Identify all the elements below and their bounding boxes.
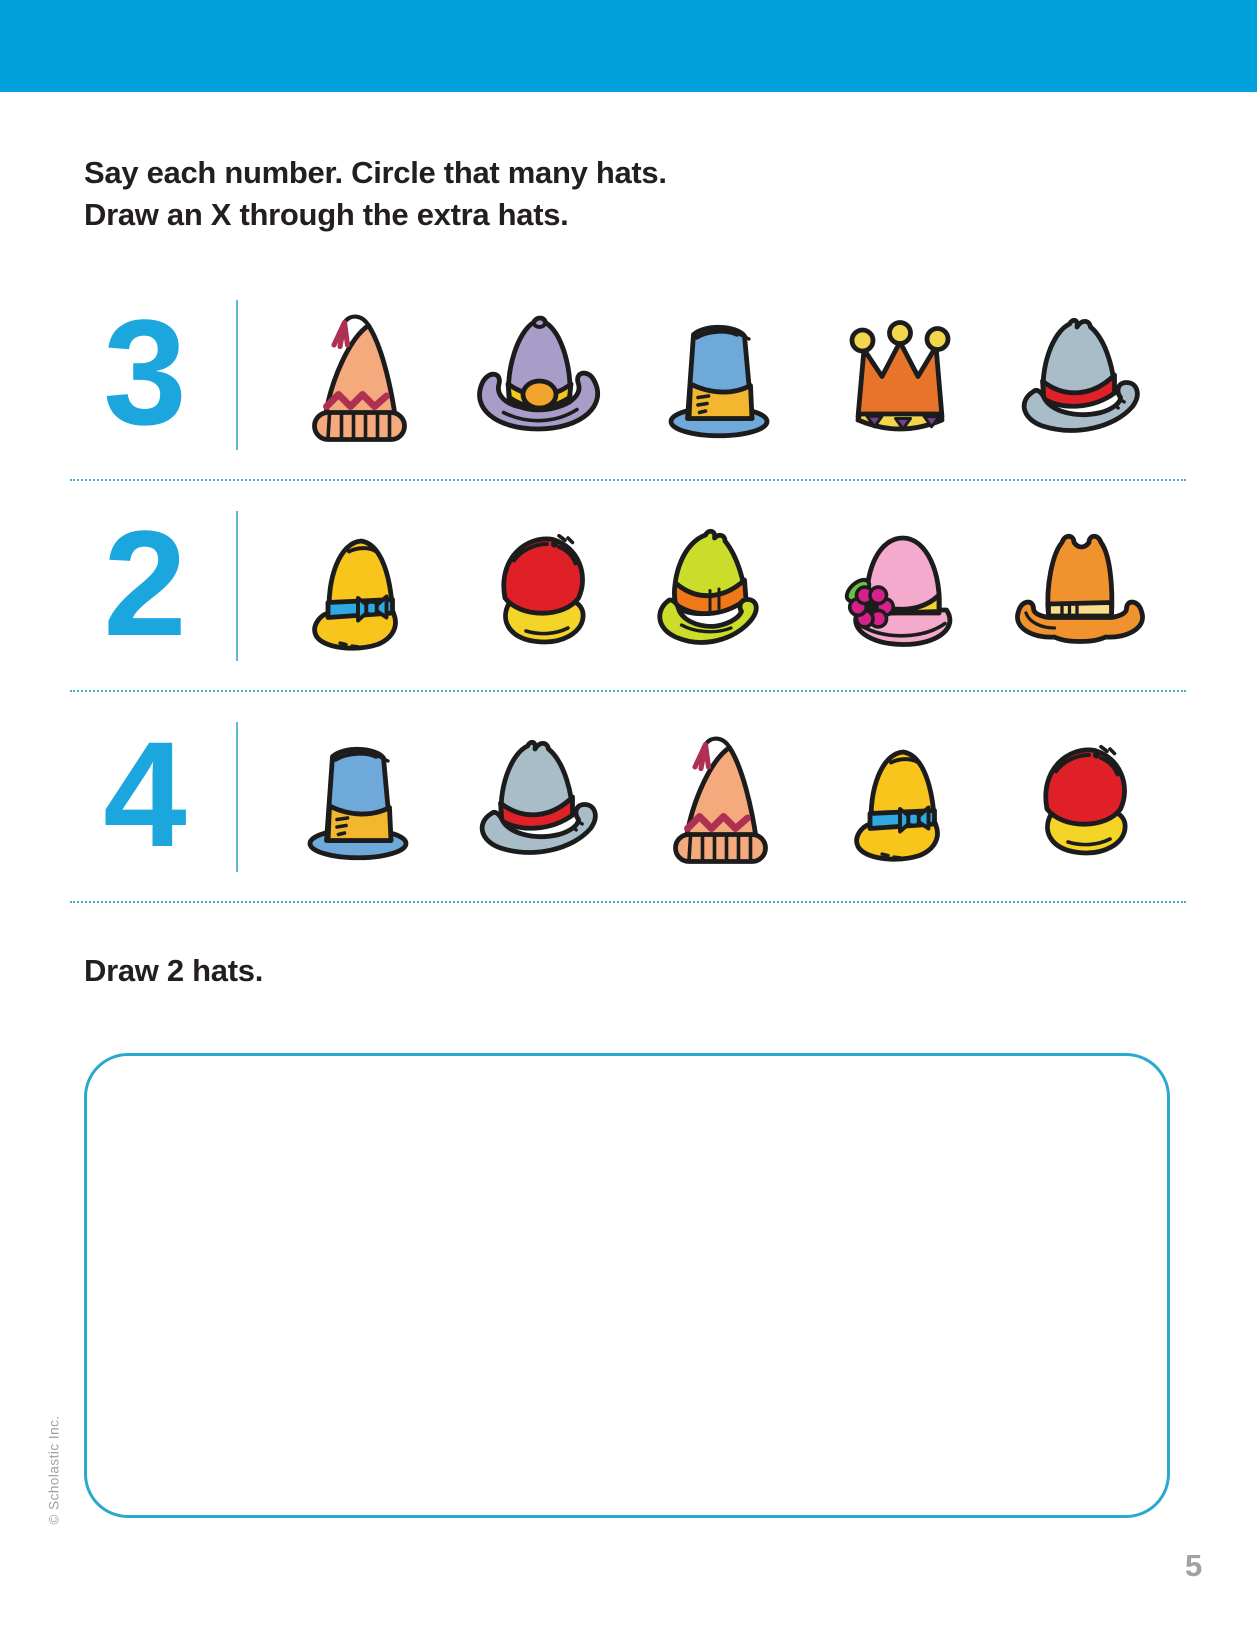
hat-list <box>238 305 1186 445</box>
row-number: 2 <box>103 498 187 667</box>
yellow-bow-hat-icon[interactable] <box>825 727 975 867</box>
copyright-text: © Scholastic Inc. <box>46 1415 62 1525</box>
header-bar <box>0 0 1257 92</box>
hat-list <box>238 727 1186 867</box>
row-number: 3 <box>103 287 187 456</box>
hat-row <box>70 270 1186 481</box>
hat-row <box>70 692 1186 903</box>
drawing-area[interactable] <box>84 1053 1170 1518</box>
pink-flower-hat-icon[interactable] <box>825 516 975 656</box>
page-number: 5 <box>1185 1548 1203 1583</box>
red-cap-icon[interactable] <box>463 516 613 656</box>
instructions <box>84 152 667 236</box>
instruction-line-2: Draw an X through the extra hats. <box>84 197 569 232</box>
red-cap-icon[interactable] <box>1005 727 1155 867</box>
hat-list <box>238 516 1186 656</box>
counting-rows <box>70 270 1186 903</box>
orange-cowboy-hat-icon[interactable] <box>1005 516 1155 656</box>
blue-top-hat-icon[interactable] <box>644 305 794 445</box>
orange-tassel-hat-icon[interactable] <box>283 305 433 445</box>
gray-fedora-icon[interactable] <box>463 727 613 867</box>
instruction-line-1: Say each number. Circle that many hats. <box>84 155 667 190</box>
hat-row <box>70 481 1186 692</box>
lime-fedora-icon[interactable] <box>644 516 794 656</box>
purple-cowboy-hat-icon[interactable] <box>463 305 613 445</box>
draw-section-label: Draw 2 hats. <box>84 953 264 988</box>
blue-top-hat-icon[interactable] <box>283 727 433 867</box>
gray-fedora-icon[interactable] <box>1005 305 1155 445</box>
orange-jester-crown-icon[interactable] <box>825 305 975 445</box>
row-number: 4 <box>103 709 187 878</box>
orange-tassel-hat-icon[interactable] <box>644 727 794 867</box>
yellow-bow-hat-icon[interactable] <box>283 516 433 656</box>
